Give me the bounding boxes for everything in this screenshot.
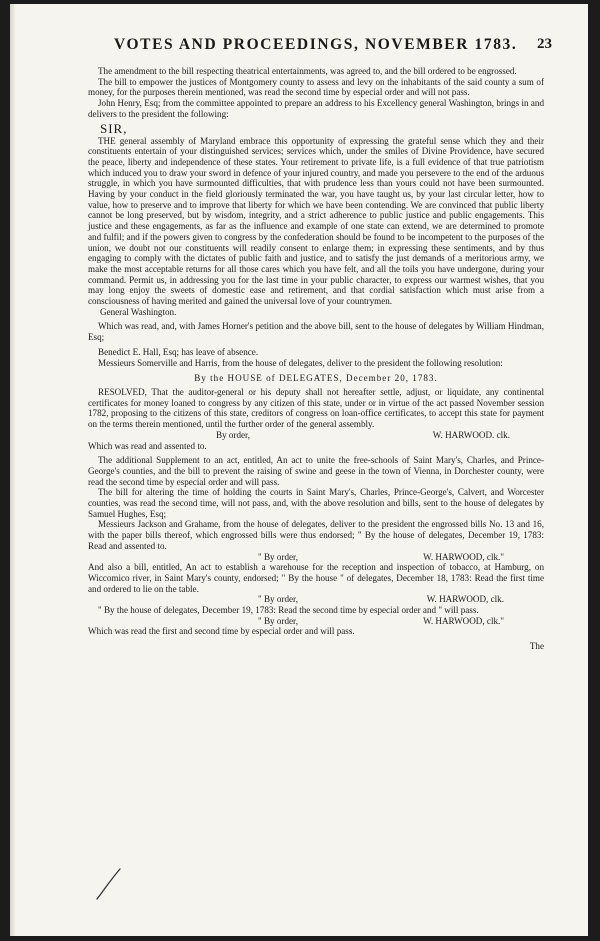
- paragraph: The additional Supplement to an act, entitled, An act to unite the free-schools of Saint Mary's, Charles, and Prince-George's counties, and the bill to prevent the raising of swine and geese in the town of Vienna, in Dorchester county, were read the second time by especial order and will pass.: [88, 455, 544, 487]
- pen-mark-icon: [94, 866, 124, 902]
- address-text: THE general assembly of Maryland embrace this opportunity of expressing the grateful sense which they and their constituents entertain of your distinguished services; services which, under the smiles of Divine Providence, have secured the peace, liberty and independence of these states. Your retirement to private life, is a full evidence of that true patriotism which induced you to draw your sword in defence of your injured country, and made you persevere to the end of the arduous struggle, in which you have surmounted difficulties, that with prudence less than yours could not have been surmounted. Having by your conduct in the field gloriously terminated the war, you have taught us, by your last circular letter, how to value, how to preserve and to improve that liberty for which we have been contending. We are convinced that public liberty cannot be long preserved, but by wisdom, integrity, and a strict adherence to public justice and public engagements. This justice and these engagements, as far as the influence and example of one state can extend, we are determined to promote and fulfil; and if the powers given to congress by the confederation should be found to be incompetent to the purposes of the union, we doubt not our constituents will readily consent to enlarge them; in expressing these sentiments, and by thus engaging to comply with the dictates of public faith and justice, and to satisfy the just demands of a meritorious army, we make the most acceptable returns for all those cares which you have felt, and all the toils you have undergone, during your command. Permit us, in addressing you for the last time in your public character, to express our warmest wishes, that you may long enjoy the sweets of domestic ease and retirement, and that cordial satisfaction which must arise from a consciousness of having merited and gained the universal love of your countrymen.: [88, 135, 544, 307]
- clerk-signature: W. HARWOOD. clk.: [432, 429, 510, 440]
- clerk-signature: W. HARWOOD, clk.": [423, 615, 504, 626]
- paragraph: Benedict E. Hall, Esq; has leave of absence.: [98, 346, 259, 357]
- page-number: 23: [537, 36, 552, 52]
- document-page: [10, 4, 588, 936]
- paragraph: Messieurs Somerville and Harris, from the house of delegates, deliver to the president the following resolution:: [98, 357, 503, 368]
- order-signature: [88, 430, 544, 441]
- paragraph: Which was read, and, with James Horner's petition and the above bill, sent to the house of delegates by William Hindman, Esq;: [88, 321, 544, 343]
- order-label: " By order,: [258, 551, 298, 562]
- page-body: [88, 66, 544, 652]
- catchword: The: [529, 641, 544, 652]
- paragraph: John Henry, Esq; from the committee appointed to prepare an address to his Excellency general Washington, brings in and delivers to the president the following:: [88, 98, 544, 119]
- paragraph: " By the house of delegates, December 19, 1783: Read the second time by especial order and " will pass.: [98, 605, 479, 616]
- order-signature: [88, 616, 544, 627]
- paragraph: Which was read and assented to.: [88, 440, 207, 451]
- paragraph: The bill for altering the time of holding the courts in Saint Mary's, Charles, Prince-George's, Calvert, and Worcester counties, was read the second time, will not pass, and, with the above resolution and bills, sent to the house of delegates by Samuel Hughes, Esq;: [88, 487, 544, 519]
- page-title: VOTES AND PROCEEDINGS, NOVEMBER 1783.: [114, 36, 518, 53]
- paragraph: Messieurs Jackson and Grahame, from the house of delegates, deliver to the president the engrossed bills No. 13 and 16, with the paper bills thereof, which engrossed bills were thus endorsed; " By the house of delegates, December 19, 1783: Read and assented to.: [88, 519, 544, 551]
- order-label: " By order,: [258, 594, 298, 605]
- address-recipient: General Washington.: [100, 306, 177, 317]
- running-header: [10, 36, 588, 56]
- resolution-text: RESOLVED, That the auditor-general or his deputy shall not hereafter settle, adjust, or liquidate, any continental certificates for money loaned to congress by any citizen of this state, under or in virtue of the act passed November session 1782, proposing to the citizens of this state, creditors of congress on loan-office certificates, to accept this state for payment on the terms therein mentioned, until the further order of the general assembly.: [88, 386, 544, 430]
- paragraph: The amendment to the bill respecting theatrical entertainments, was agreed to, and the bill ordered to be engrossed.: [98, 66, 517, 76]
- order-label: " By order,: [258, 615, 298, 626]
- paragraph: Which was read the first and second time by especial order and will pass.: [88, 626, 355, 637]
- order-signature: [88, 594, 544, 605]
- paragraph: The bill to empower the justices of Montgomery county to assess and levy on the inhabitants of the said county a sum of money, for the purposes therein mentioned, was read the second time by especial order and will not pass.: [88, 76, 544, 98]
- paragraph: And also a bill, entitled, An act to establish a warehouse for the reception and inspection of tobacco, at Hamburg, on Wiccomico river, in Saint Mary's county, endorsed; " By the house " of delegates, December 18, 1783: Read the first time and ordered to lie on the table.: [88, 562, 544, 594]
- clerk-signature: W. HARWOOD, clk.: [426, 594, 504, 605]
- clerk-signature: W. HARWOOD, clk.": [423, 551, 504, 562]
- page-binding-shadow: [10, 4, 16, 936]
- resolution-header: By the HOUSE of DELEGATES, December 20, 1783.: [194, 373, 438, 384]
- order-label: By order,: [216, 429, 250, 440]
- order-signature: [88, 552, 544, 563]
- address-salutation: SIR,: [100, 120, 128, 136]
